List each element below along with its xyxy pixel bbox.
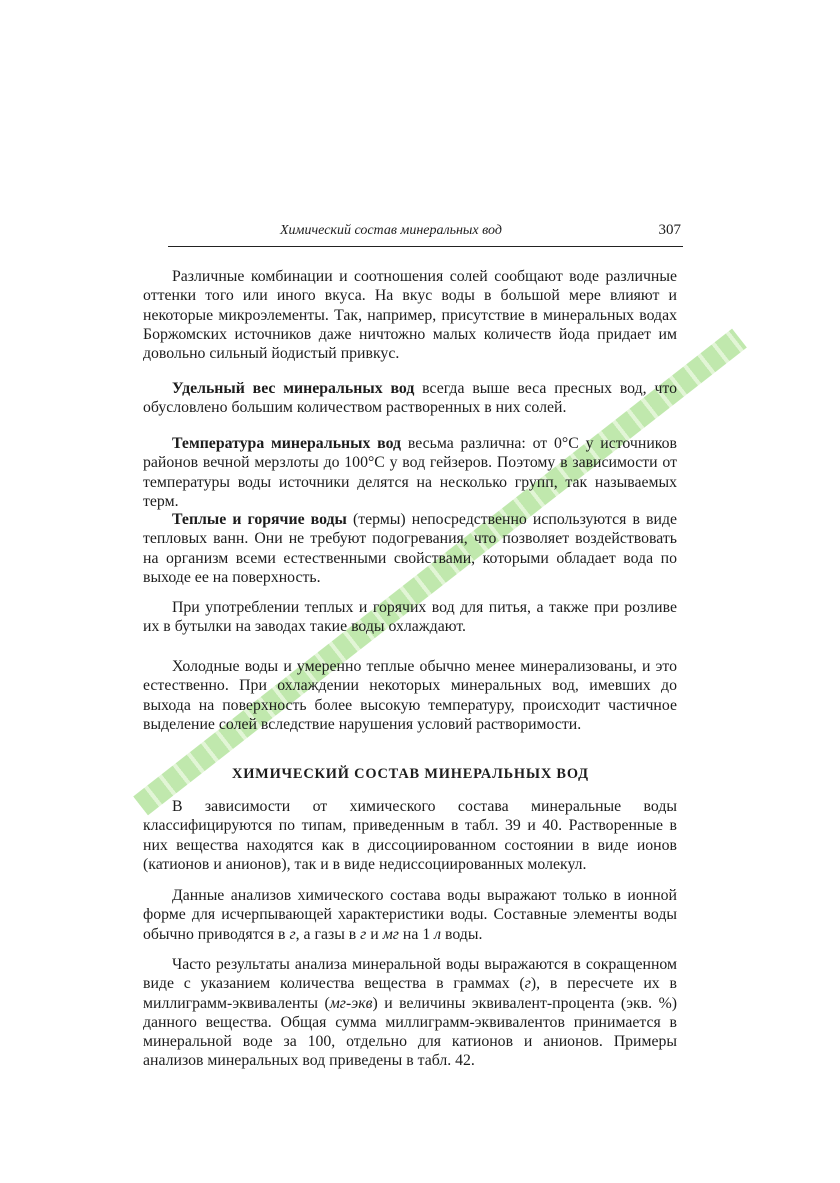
unit-mg-equivalent: мг-экв (329, 994, 373, 1012)
analysis-text-e: воды. (441, 925, 483, 943)
paragraph-classification: В зависимости от химического состава минеральные воды классифицируются по типам, приведенным в табл. 39 и 40. Растворенные в них вещества находятся как в диссоциированном состоянии в виде ионов (катионов и анионов), так и в виде недиссоциированных молекул. (143, 798, 677, 873)
analysis-text-a: Данные анализов химического состава воды выражают только в ионной форме для исчерпывающей характеристики воды. Составные элементы воды обычно приводятся в (143, 887, 677, 943)
paragraph-temperature (143, 434, 677, 511)
paragraph-results (143, 955, 677, 1071)
running-header (168, 222, 683, 247)
paragraph-drinking: При употреблении теплых и горячих вод для питья, а также при розливе их в бутылки на заводах такие воды охлаждают. (143, 599, 677, 636)
unit-gram-gas: г (360, 925, 367, 943)
paragraph-thermal-waters-text: (термы) непосредственно используются в виде тепловых ванн. Они не требуют подогревания, что позволяет воздействовать на организм всеми естественными свойствами, которыми обладает вода по выходе ее на поверхность. (143, 511, 677, 586)
paragraph-thermal-waters (143, 510, 677, 587)
paragraph-cold-waters: Холодные воды и умеренно теплые обычно менее минерализованы, и это естественно. При охлаждении некоторых минеральных вод, имевших до выхода на поверхность более высокую температуру, происходит частичное выделение солей вследствие нарушения условий растворимости. (143, 658, 677, 733)
results-text-c: ) и величины эквивалент-процента (экв. %) данного вещества. Общая сумма миллиграмм-эквивалентов принимается в минеральной воде за 100, отдельно для катионов и анионов. Примеры анализов минеральных вод приведены в табл. 42. (143, 994, 677, 1070)
term-thermal-waters: Теплые и горячие воды (172, 511, 347, 528)
term-specific-gravity: Удельный вес минеральных вод (172, 380, 415, 397)
unit-gram-results: г (524, 975, 531, 993)
paragraph-specific-gravity-text: всегда выше веса пресных вод, что обусловлено большим количеством растворенных в них солей. (143, 380, 677, 417)
results-text-b: ), в пересчете их в миллиграмм-эквиваленты ( (143, 975, 677, 1012)
results-text-a: Часто результаты анализа минеральной воды выражаются в сокращенном виде с указанием количества вещества в граммах ( (143, 956, 677, 993)
paragraph-specific-gravity (143, 379, 677, 418)
analysis-text-c: и (366, 925, 383, 943)
section-heading: ХИМИЧЕСКИЙ СОСТАВ МИНЕРАЛЬНЫХ ВОД (232, 766, 589, 782)
page-number: 307 (658, 222, 681, 238)
unit-milligram: мг (382, 925, 399, 943)
paragraph-taste: Различные комбинации и соотношения солей сообщают воде различные оттенки того или иного вкуса. На вкус воды в большой мере влияют и некоторые микроэлементы. Так, например, присутствие в минеральных водах Боржомских источников даже ничтожно малых количеств йода придает им довольно сильный йодистый привкус. (143, 268, 677, 363)
unit-liter: л (434, 925, 442, 943)
paragraph-analysis-data (143, 886, 677, 944)
term-temperature: Температура минеральных вод (172, 435, 402, 452)
analysis-text-b: , а газы в (295, 925, 361, 943)
paragraph-temperature-text: весьма различна: от 0°С у источников районов вечной мерзлоты до 100°С у вод гейзеров. Поэтому в зависимости от температуры воды источники делятся на несколько групп, так называемых терм. (143, 435, 677, 510)
unit-gram: г (289, 925, 296, 943)
running-header-title: Химический состав минеральных вод (280, 223, 502, 238)
analysis-text-d: на 1 (398, 925, 435, 943)
